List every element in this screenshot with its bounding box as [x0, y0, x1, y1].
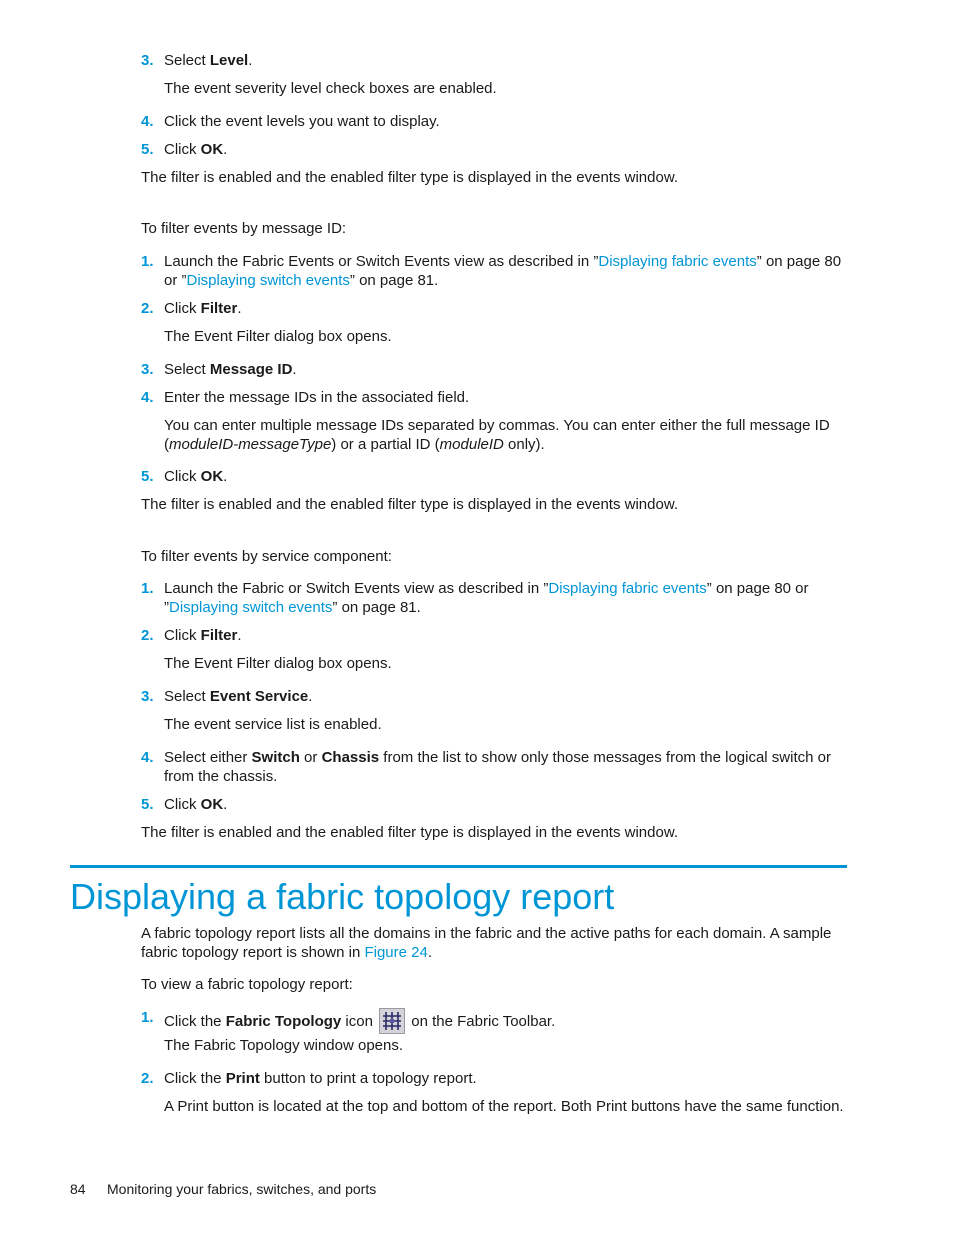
step-enter-ids: 4. Enter the message IDs in the associated field. [141, 389, 470, 406]
step-number: 2. [141, 1070, 154, 1087]
ui-term: Chassis [321, 749, 380, 766]
step-number: 2. [141, 300, 154, 317]
ui-term: OK [200, 468, 224, 485]
ui-term: OK [200, 796, 224, 813]
step-number: 5. [141, 468, 154, 485]
step-note: The event service list is enabled. [164, 716, 382, 733]
fabric-topology-icon [379, 1008, 405, 1034]
step-select-switch-or-chassis: 4. Select either Switch or Chassis from the list to show only those messages from the logical switch or from the chassis. [141, 749, 831, 785]
step-number: 1. [141, 253, 154, 270]
footer-title: Monitoring your fabrics, switches, and ports [107, 1181, 377, 1197]
ui-term: Message ID [209, 361, 293, 378]
page-footer [70, 1180, 376, 1198]
link-displaying-switch-events[interactable]: Displaying switch events [186, 272, 350, 289]
result-paragraph: The filter is enabled and the enabled filter type is displayed in the events window. [141, 496, 678, 513]
link-displaying-switch-events[interactable]: Displaying switch events [169, 599, 333, 616]
step-note: A Print button is located at the top and bottom of the report. Both Print buttons have the same function. [164, 1098, 844, 1115]
step-launch-view: 1. Launch the Fabric or Switch Events view as described in ”Displaying fabric events” on page 80 or ”Displaying switch events” on page 81. [141, 580, 809, 616]
procedure-intro: To filter events by message ID: [141, 220, 347, 237]
step-click-filter: 2. Click Filter. [141, 627, 242, 644]
step-number: 4. [141, 113, 154, 130]
step-click-print: 2. Click the Print button to print a topology report. [141, 1070, 477, 1087]
step-number: 2. [141, 627, 154, 644]
ui-term: Event Service [209, 688, 309, 705]
step-number: 5. [141, 796, 154, 813]
ui-term: Print [225, 1070, 260, 1087]
result-paragraph: The filter is enabled and the enabled filter type is displayed in the events window. [141, 169, 678, 186]
ui-term: Switch [251, 749, 300, 766]
step-click-fabric-topology: 1. Click the Fabric Topology icon on the Fabric Toolbar. [141, 1008, 851, 1034]
step-number: 3. [141, 52, 154, 69]
step-note: The Event Filter dialog box opens. [164, 328, 392, 345]
step-select-level: 3. Select Level. [141, 52, 253, 69]
step-click-filter: 2. Click Filter. [141, 300, 242, 317]
section-divider [70, 865, 847, 868]
step-number: 5. [141, 141, 154, 158]
ui-term: Fabric Topology [225, 1013, 342, 1030]
step-select-event-service: 3. Select Event Service. [141, 688, 313, 705]
ui-term: Filter [200, 300, 238, 317]
step-number: 3. [141, 688, 154, 705]
step-click-ok: 5. Click OK. [141, 141, 228, 158]
step-number: 4. [141, 389, 154, 406]
step-note: The Event Filter dialog box opens. [164, 655, 392, 672]
step-note: The Fabric Topology window opens. [164, 1037, 404, 1054]
step-number: 4. [141, 749, 154, 766]
section-heading: Displaying a fabric topology report [70, 876, 615, 917]
ui-term: Filter [200, 627, 238, 644]
step-number: 1. [141, 1009, 154, 1026]
result-paragraph: The filter is enabled and the enabled filter type is displayed in the events window. [141, 824, 678, 841]
step-click-ok: 5. Click OK. [141, 796, 228, 813]
step-launch-view: 1. Launch the Fabric Events or Switch Events view as described in ”Displaying fabric events” on page 80 or ”Displaying switch events” on page 81. [141, 253, 842, 289]
procedure-intro: To filter events by service component: [141, 548, 392, 565]
step-number: 3. [141, 361, 154, 378]
step-note: The event severity level check boxes are enabled. [164, 80, 497, 97]
link-displaying-fabric-events[interactable]: Displaying fabric events [598, 253, 757, 270]
step-number: 1. [141, 580, 154, 597]
step-select-message-id: 3. Select Message ID. [141, 361, 297, 378]
page-number: 84 [70, 1181, 86, 1197]
link-figure-24[interactable]: Figure 24 [364, 944, 428, 961]
ui-term: Level [209, 52, 249, 69]
ui-term: OK [200, 141, 224, 158]
procedure-intro: To view a fabric topology report: [141, 976, 353, 993]
step-click-ok: 5. Click OK. [141, 468, 228, 485]
topology-paragraph: A fabric topology report lists all the domains in the fabric and the active paths for each domain. A sample fabric topology report is shown in Figure 24. [141, 925, 832, 961]
link-displaying-fabric-events[interactable]: Displaying fabric events [548, 580, 707, 597]
step-note: You can enter multiple message IDs separated by commas. You can enter either the full message ID (moduleID-messageType) or a partial ID (moduleID only). [164, 417, 830, 453]
step-click-levels: 4. Click the event levels you want to display. [141, 113, 440, 130]
